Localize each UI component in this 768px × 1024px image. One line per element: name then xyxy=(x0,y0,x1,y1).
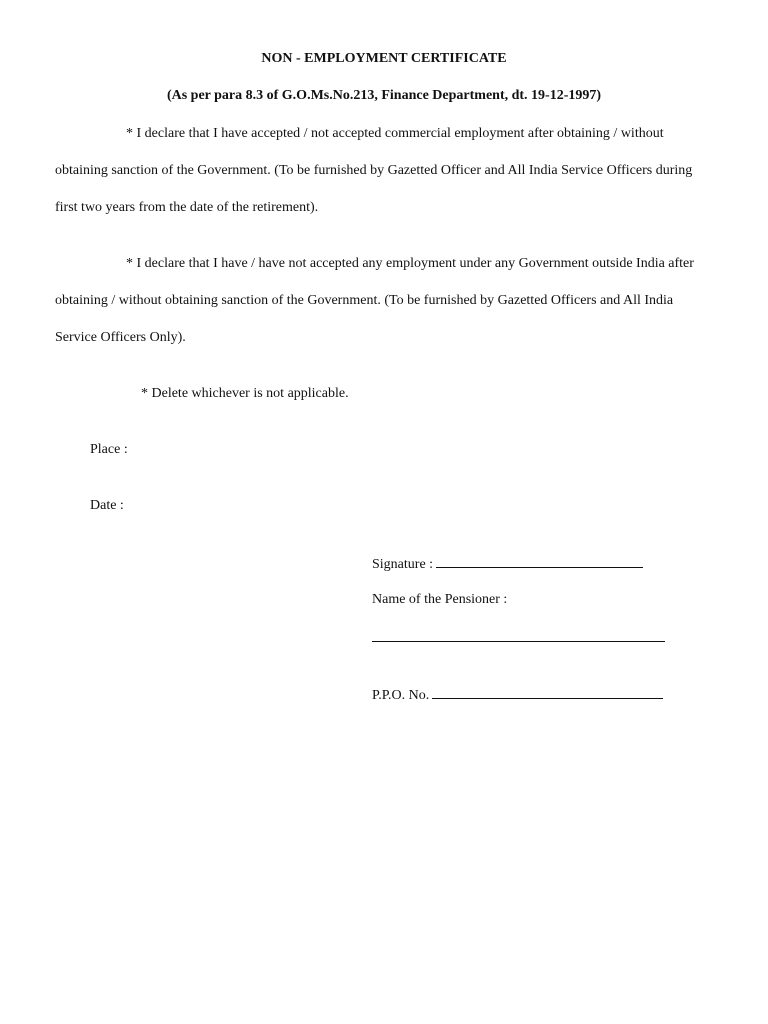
ppo-row xyxy=(372,686,663,703)
signature-row xyxy=(372,555,643,572)
ppo-label: P.P.O. No. xyxy=(372,688,430,703)
declaration-2-line-1: * I declare that I have / have not accepted any employment under any Government outside India after xyxy=(126,256,694,271)
declaration-2-line-2: obtaining / without obtaining sanction of the Government. (To be furnished by Gazetted Officers and All India xyxy=(55,293,674,308)
place-label: Place : xyxy=(90,442,128,457)
ppo-field[interactable] xyxy=(432,686,663,699)
delete-note: * Delete whichever is not applicable. xyxy=(141,386,349,401)
declaration-1-line-1: * I declare that I have accepted / not accepted commercial employment after obtaining / without xyxy=(126,126,664,141)
declaration-1-line-3: first two years from the date of the retirement). xyxy=(55,200,319,215)
certificate-title: NON - EMPLOYMENT CERTIFICATE xyxy=(261,51,507,66)
declaration-2-line-3: Service Officers Only). xyxy=(55,330,186,345)
pensioner-name-field[interactable] xyxy=(372,626,665,642)
signature-field[interactable] xyxy=(436,555,643,568)
pensioner-name-label: Name of the Pensioner : xyxy=(372,592,508,607)
declaration-1-line-2: obtaining sanction of the Government. (To be furnished by Gazetted Officer and All India Service Officers during xyxy=(55,163,693,178)
date-label: Date : xyxy=(90,498,124,513)
signature-label: Signature : xyxy=(372,557,434,572)
certificate-subtitle: (As per para 8.3 of G.O.Ms.No.213, Finance Department, dt. 19-12-1997) xyxy=(166,88,602,103)
